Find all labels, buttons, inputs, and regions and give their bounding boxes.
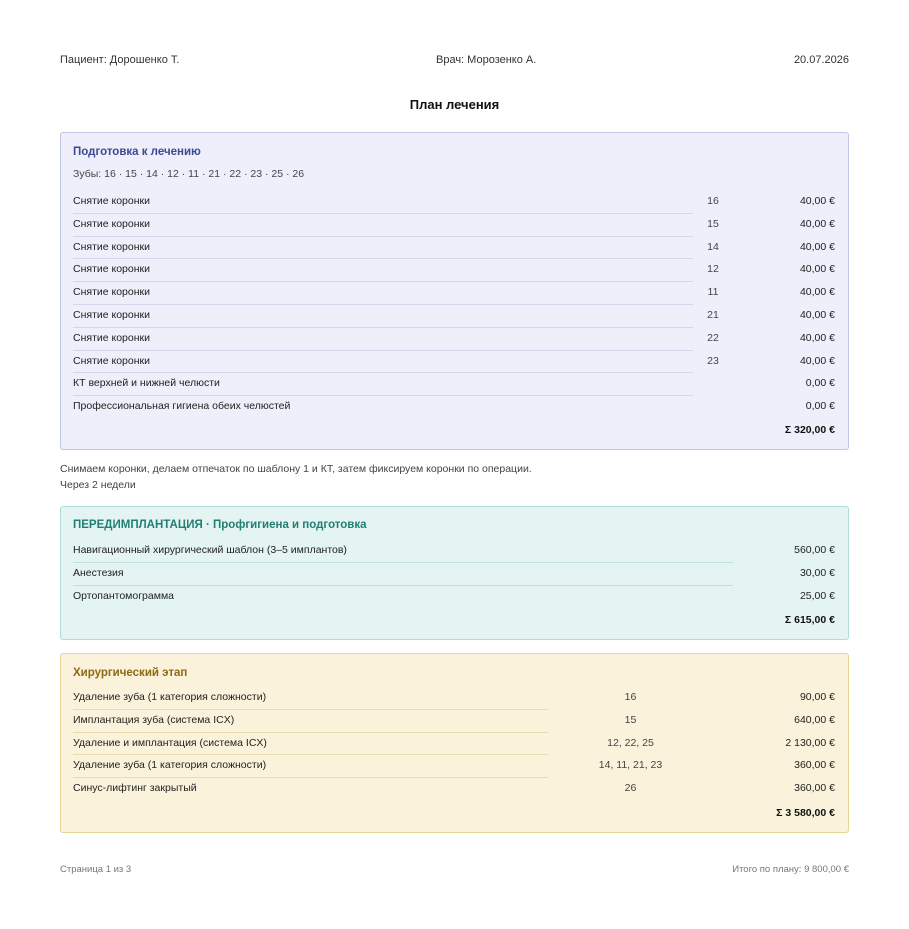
service-price: 40,00 €	[799, 263, 835, 276]
section-total: Σ 3 580,00 €	[776, 807, 835, 819]
section-note: Снимаем коронки, делаем отпечаток по шаблону 1 и КТ, затем фиксируем коронки по операции.	[60, 463, 532, 475]
grand-total: Итого по плану: 9 800,00 €	[732, 864, 849, 875]
section-note: Через 2 недели	[60, 479, 136, 491]
service-tooth: 15	[707, 217, 719, 230]
service-row	[73, 540, 835, 563]
service-name: КТ верхней и нижней челюсти	[73, 377, 220, 390]
service-name: Удаление зуба (1 категория сложности)	[73, 759, 267, 772]
service-name: Синус-лифтинг закрытый	[73, 782, 197, 795]
service-row	[73, 328, 835, 351]
service-row	[73, 305, 835, 328]
service-list	[73, 191, 835, 419]
service-name: Имплантация зуба (система ICX)	[73, 713, 235, 726]
service-tooth: 16	[707, 195, 719, 207]
service-row	[73, 563, 835, 586]
service-row	[73, 586, 835, 609]
section-pre-implantation	[60, 506, 849, 640]
service-price: 30,00 €	[799, 566, 835, 579]
service-row	[73, 214, 835, 237]
service-tooth: 23	[707, 354, 719, 367]
document-header	[60, 54, 849, 68]
service-price: 40,00 €	[799, 286, 835, 299]
service-row	[73, 396, 835, 419]
section-title: Хирургический этап	[73, 667, 188, 679]
service-name: Анестезия	[73, 566, 124, 579]
service-price: 640,00 €	[794, 713, 835, 726]
service-tooth: 22	[707, 331, 719, 344]
service-name: Навигационный хирургический шаблон (3–5 имплантов)	[73, 544, 347, 556]
service-tooth: 15	[624, 713, 637, 726]
service-name: Снятие коронки	[73, 354, 150, 367]
service-tooth: 21	[707, 308, 719, 321]
service-list	[73, 687, 835, 801]
service-price: 560,00 €	[794, 544, 835, 556]
section-total: Σ 320,00 €	[784, 424, 835, 436]
patient-name: Пациент: Дорошенко Т.	[60, 54, 180, 66]
service-price: 40,00 €	[799, 240, 835, 253]
service-tooth: 14	[707, 240, 719, 253]
service-price: 0,00 €	[805, 377, 835, 390]
section-surgical	[60, 653, 849, 833]
teeth-list: Зубы: 16 · 15 · 14 · 12 · 11 · 21 · 22 · 23 · 25 · 26	[73, 168, 305, 180]
service-list	[73, 540, 835, 608]
service-name: Снятие коронки	[73, 263, 150, 276]
page-title: План лечения	[409, 97, 500, 112]
service-tooth: 12	[707, 263, 719, 276]
service-tooth: 12, 22, 25	[607, 736, 654, 749]
service-row	[73, 282, 835, 305]
service-name: Удаление и имплантация (система ICX)	[73, 736, 267, 749]
service-name: Снятие коронки	[73, 240, 150, 253]
service-row	[73, 755, 835, 778]
page-number: Страница 1 из 3	[60, 864, 132, 875]
section-title: Подготовка к лечению	[73, 146, 201, 158]
service-price: 40,00 €	[799, 331, 835, 344]
service-price: 2 130,00 €	[785, 736, 835, 749]
service-row	[73, 778, 835, 801]
service-tooth: 11	[707, 286, 719, 299]
service-price: 40,00 €	[799, 354, 835, 367]
service-price: 40,00 €	[799, 217, 835, 230]
service-name: Снятие коронки	[73, 286, 150, 299]
service-name: Снятие коронки	[73, 308, 150, 321]
service-row	[73, 191, 835, 214]
service-price: 360,00 €	[794, 782, 835, 795]
service-name: Профессиональная гигиена обеих челюстей	[73, 400, 291, 413]
section-preparation	[60, 132, 849, 450]
service-tooth: 16	[624, 691, 637, 703]
service-price: 25,00 €	[799, 589, 835, 602]
service-row	[73, 259, 835, 282]
plan-date: 20.07.2026	[793, 54, 849, 66]
service-price: 360,00 €	[794, 759, 835, 772]
service-row	[73, 710, 835, 733]
service-name: Снятие коронки	[73, 217, 150, 230]
section-total: Σ 615,00 €	[784, 614, 835, 626]
section-title: ПЕРЕДИМПЛАНТАЦИЯ · Профгигиена и подготовка	[73, 519, 367, 531]
service-price: 0,00 €	[805, 400, 835, 413]
service-row	[73, 687, 835, 710]
service-row	[73, 351, 835, 374]
service-row	[73, 237, 835, 260]
service-price: 40,00 €	[799, 195, 835, 207]
service-row	[73, 733, 835, 756]
service-name: Снятие коронки	[73, 195, 150, 207]
service-price: 90,00 €	[799, 691, 835, 703]
doctor-name: Врач: Морозенко А.	[436, 54, 537, 66]
service-tooth: 14, 11, 21, 23	[598, 759, 663, 772]
service-name: Снятие коронки	[73, 331, 150, 344]
service-tooth: 26	[624, 782, 637, 795]
service-name: Ортопантомограмма	[73, 589, 175, 602]
service-name: Удаление зуба (1 категория сложности)	[73, 691, 267, 703]
service-price: 40,00 €	[799, 308, 835, 321]
service-row	[73, 373, 835, 396]
